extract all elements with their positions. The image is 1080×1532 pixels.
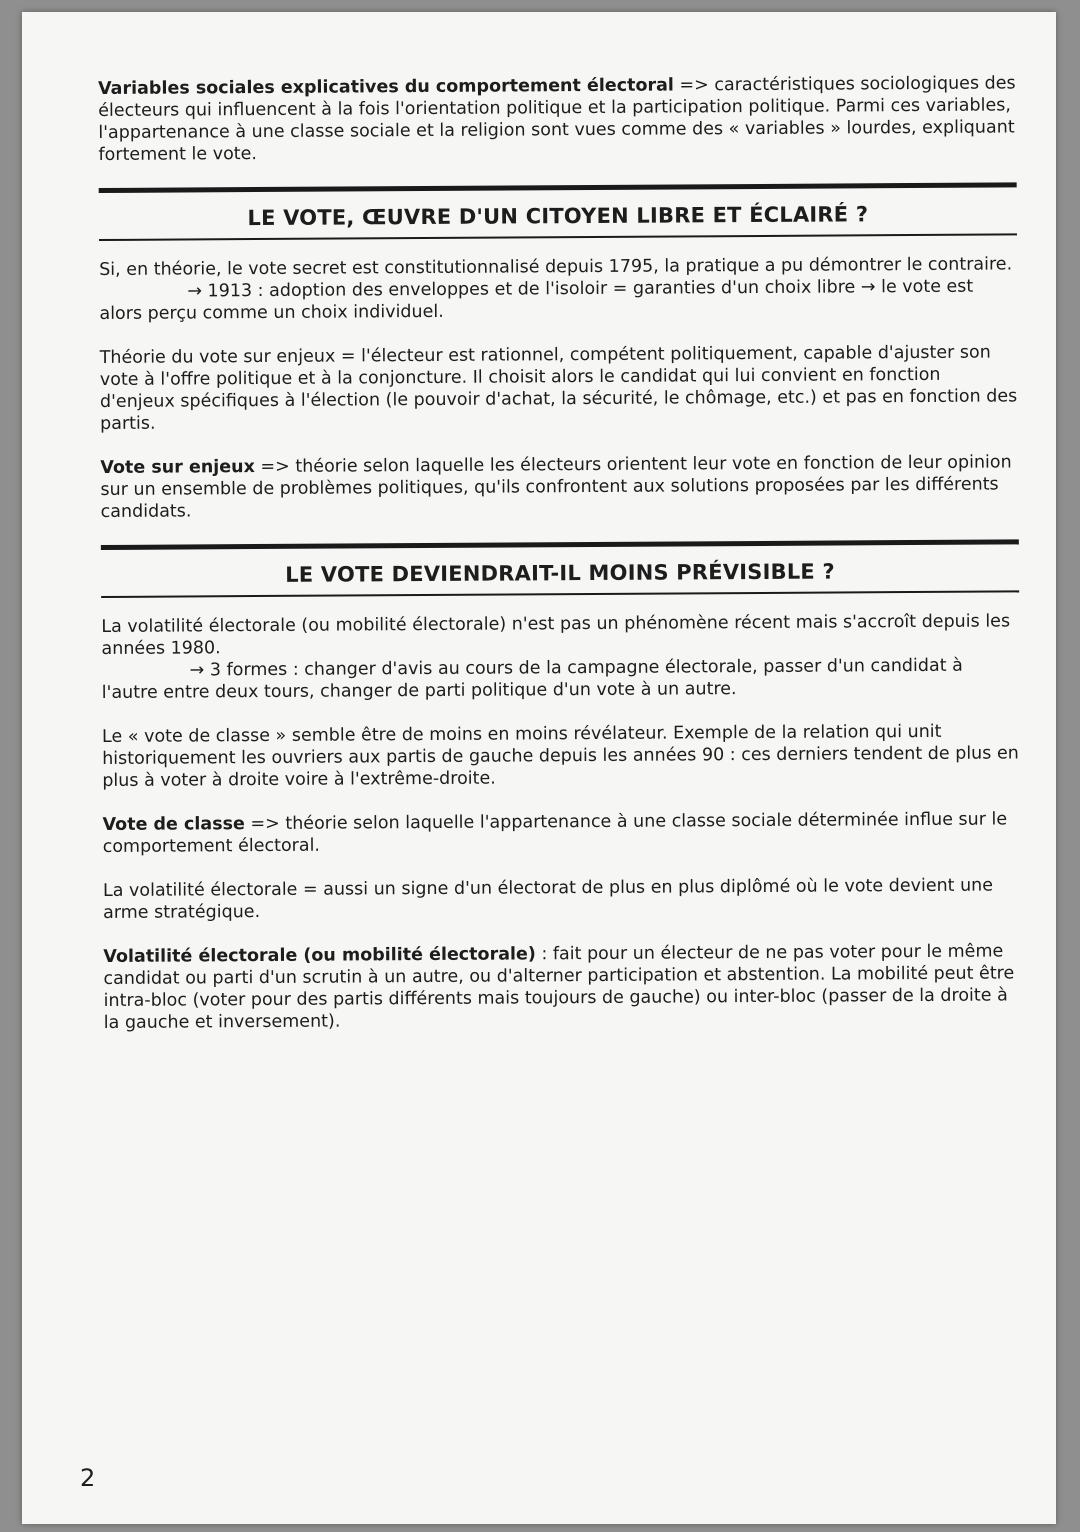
paragraph-line: La volatilité électorale (ou mobilité électorale) n'est pas un phénomène récent mais s'accroît depuis les années 1980.	[101, 611, 1011, 659]
paragraph-vote-de-classe: Le « vote de classe » semble être de moins en moins révélateur. Exemple de la relation qui unit historiquement les ouvriers aux partis de gauche depuis les années 90 : ces derniers tendent de plus en plus à voter à droite voire à l'extrême-droite.	[101, 721, 1019, 791]
definition-term: Variables sociales explicatives du comportement électoral	[98, 75, 674, 99]
paragraph-line: l'autre entre deux tours, changer de parti politique d'un vote à un autre.	[101, 679, 737, 703]
paragraph-line: Si, en théorie, le vote secret est constitutionnalisé depuis 1795, la pratique a pu démontrer le contraire.	[99, 254, 1013, 280]
paragraph-vote-secret	[99, 253, 1017, 325]
section-title: LE VOTE DEVIENDRAIT-IL MOINS PRÉVISIBLE ?	[285, 559, 835, 587]
definition-text: : fait pour un électeur de ne pas voter pour le même candidat ou parti d'un scrutin à un autre, ou d'alterner participation et abstention. La mobilité peut être intra-bloc (voter pour des partis différents mais toujours de gauche) ou inter-bloc (passer de la droite à la gauche et inversement).	[103, 941, 1015, 1033]
definition-variables-sociales	[98, 72, 1017, 166]
paragraph-line: alors perçu comme un choix individuel.	[99, 301, 444, 324]
definition-term: Vote sur enjeux	[100, 457, 255, 478]
definition-term: Volatilité électorale (ou mobilité électorale)	[103, 944, 536, 967]
definition-text: => théorie selon laquelle les électeurs orientent leur vote en fonction de leur opinion sur un ensemble de problèmes politiques, qu'ils confrontent aux solutions proposées par les différents candidats.	[100, 452, 1012, 522]
arrow-line: → 3 formes : changer d'avis au cours de la campagne électorale, passer d'un candidat à	[189, 655, 963, 681]
document-page	[22, 12, 1056, 1524]
definition-vote-de-classe	[102, 808, 1020, 858]
definition-term: Vote de classe	[102, 814, 245, 835]
page-number: 2	[80, 1464, 96, 1492]
definition-vote-sur-enjeux	[100, 451, 1018, 523]
paragraph-theorie-enjeux: Théorie du vote sur enjeux = l'électeur est rationnel, compétent politiquement, capable d'ajuster son vote à l'offre politique et à la conjoncture. Il choisit alors le candidat qui lui convient en fonction d'enjeux spécifiques à l'élection (le pouvoir d'achat, la sécurité, le chômage, etc.) et pas en fonction des partis.	[99, 342, 1018, 434]
arrow-line: → 1913 : adoption des enveloppes et de l'isoloir = garanties d'un choix libre → le vote est	[187, 276, 974, 302]
paragraph-electorat-diplome: La volatilité électorale = aussi un signe d'un électorat de plus en plus diplômé où le vote devient une arme stratégique.	[102, 875, 994, 923]
definition-text: => théorie selon laquelle l'appartenance à une classe sociale déterminée influe sur le comportement électoral.	[102, 809, 1008, 857]
section-title: LE VOTE, ŒUVRE D'UN CITOYEN LIBRE ET ÉCLAIRÉ ?	[247, 202, 869, 231]
paragraph-volatilite	[101, 610, 1020, 704]
section-header-previsible	[101, 539, 1019, 598]
definition-volatilite	[103, 940, 1022, 1034]
definition-text: => caractéristiques sociologiques des électeurs qui influencent à la fois l'orientation politique et la participation politique. Parmi ces variables, l'appartenance à une classe sociale et la religion sont vues comme des « variables » lourdes, expliquant fortement le vote.	[98, 73, 1016, 165]
page-content	[98, 72, 1022, 1056]
section-header-citoyen	[99, 182, 1017, 241]
